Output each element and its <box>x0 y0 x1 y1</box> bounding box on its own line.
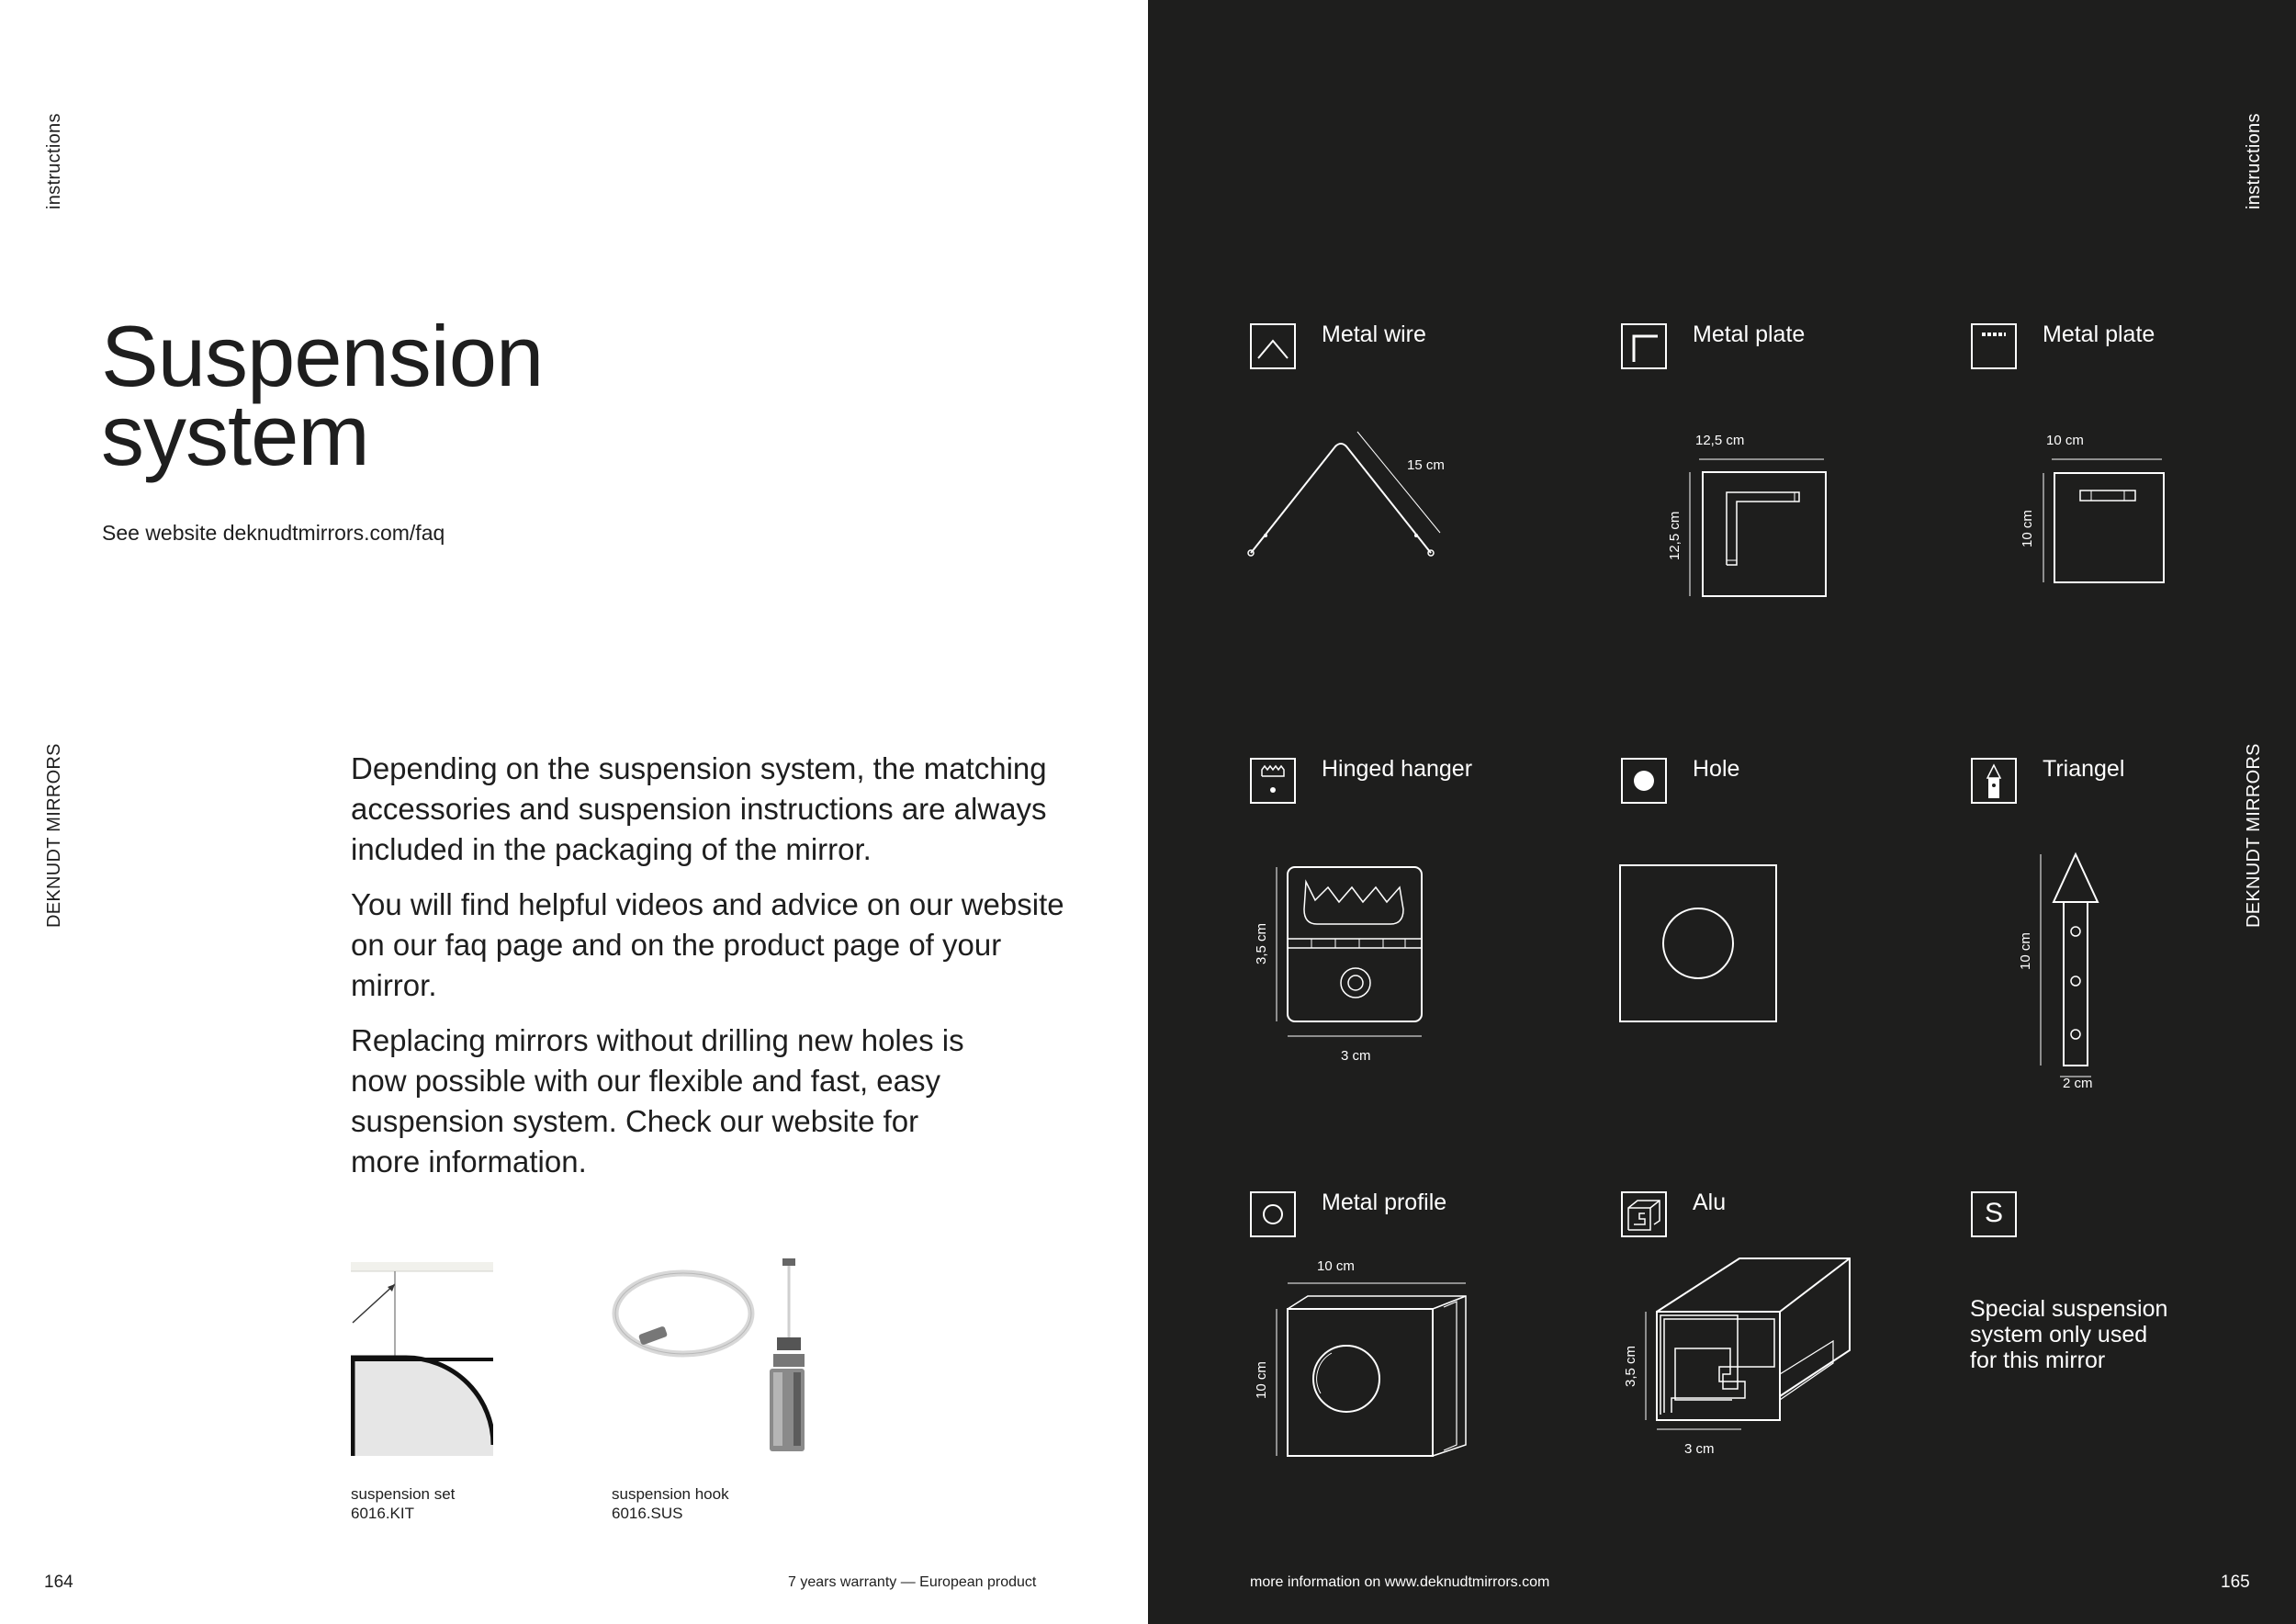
special-description: Special suspension system only used for this mirror <box>1970 1296 2168 1373</box>
hole-icon <box>1621 758 1667 804</box>
item-label-metal-plate: Metal plate <box>2043 321 2155 347</box>
metal-profile-drawing <box>1240 1254 1479 1465</box>
side-label-brand: DEKNUDT MIRRORS <box>44 743 64 928</box>
right-page <box>1148 0 2296 1624</box>
paragraph: Depending on the suspension system, the matching accessories and suspension instructions are always included in the packaging of the mirror. <box>351 751 1047 866</box>
dimension-label: 3,5 cm <box>1254 922 1269 964</box>
product-code: 6016.KIT <box>351 1505 414 1522</box>
footer-link-text: more information on www.deknudtmirrors.com <box>1250 1574 1550 1590</box>
hinged-hanger-drawing <box>1240 854 1479 1075</box>
dimension-label: 10 cm <box>2018 932 2033 970</box>
product-suspension-hook <box>612 1258 832 1523</box>
side-label-instructions: instructions <box>44 113 64 209</box>
dimension-label: 2 cm <box>2063 1076 2093 1091</box>
dimension-label: 10 cm <box>1317 1258 1355 1274</box>
item-label-hole: Hole <box>1693 756 1740 782</box>
item-label-metal-plate: Metal plate <box>1693 321 1806 347</box>
triangel-icon <box>1971 758 2017 804</box>
product-name: suspension hook <box>612 1485 729 1503</box>
dimension-label: 3 cm <box>1341 1048 1371 1064</box>
item-label-triangel: Triangel <box>2043 756 2125 782</box>
alu-drawing <box>1607 1249 1864 1460</box>
page-title: Suspension system <box>101 308 544 483</box>
metal-wire-icon <box>1250 323 1296 369</box>
footer-text: 7 years warranty — European product <box>788 1574 1037 1590</box>
dimension-label: 10 cm <box>2020 510 2035 547</box>
dimension-label: 15 cm <box>1407 457 1445 473</box>
item-label-hinged-hanger: Hinged hanger <box>1322 756 1473 782</box>
triangel-drawing <box>1956 845 2195 1102</box>
metal-plate-corner-drawing <box>1607 423 1846 606</box>
metal-profile-icon <box>1250 1191 1296 1237</box>
metal-plate-bar-icon <box>1971 323 2017 369</box>
suspension-hook-image <box>612 1258 832 1456</box>
dimension-label: 3 cm <box>1684 1441 1715 1457</box>
alu-icon <box>1621 1191 1667 1237</box>
item-label-metal-wire: Metal wire <box>1322 321 1426 347</box>
metal-plate-corner-icon <box>1621 323 1667 369</box>
dimension-label: 12,5 cm <box>1695 433 1745 448</box>
hinged-hanger-icon <box>1250 758 1296 804</box>
page-number: 165 <box>2221 1573 2250 1592</box>
paragraph: You will find helpful videos and advice on our website on our faq page and on the product page of your mirror. <box>351 887 1064 1002</box>
hole-drawing <box>1607 854 1846 1038</box>
product-name: suspension set <box>351 1485 456 1503</box>
paragraph: Replacing mirrors without drilling new holes is now possible with our flexible and fast, easy suspension system. Check our website for more information. <box>351 1023 964 1179</box>
product-code: 6016.SUS <box>612 1505 683 1522</box>
side-label-brand: DEKNUDT MIRRORS <box>2244 743 2264 928</box>
page-number: 164 <box>44 1573 73 1592</box>
dimension-label: 12,5 cm <box>1667 511 1683 560</box>
dimension-label: 3,5 cm <box>1623 1345 1638 1387</box>
dimension-label: 10 cm <box>2046 433 2084 448</box>
item-label-metal-profile: Metal profile <box>1322 1190 1447 1215</box>
dimension-label: 10 cm <box>1254 1361 1269 1399</box>
metal-plate-bar-drawing <box>1956 423 2195 606</box>
body-text <box>351 749 1067 1197</box>
special-s-icon: S <box>1971 1191 2017 1237</box>
product-suspension-set <box>351 1258 493 1523</box>
metal-wire-drawing <box>1240 432 1479 570</box>
side-label-instructions: instructions <box>2244 113 2264 209</box>
item-label-alu: Alu <box>1693 1190 1727 1215</box>
page-subtitle: See website deknudtmirrors.com/faq <box>102 521 445 545</box>
suspension-set-image <box>351 1258 493 1456</box>
